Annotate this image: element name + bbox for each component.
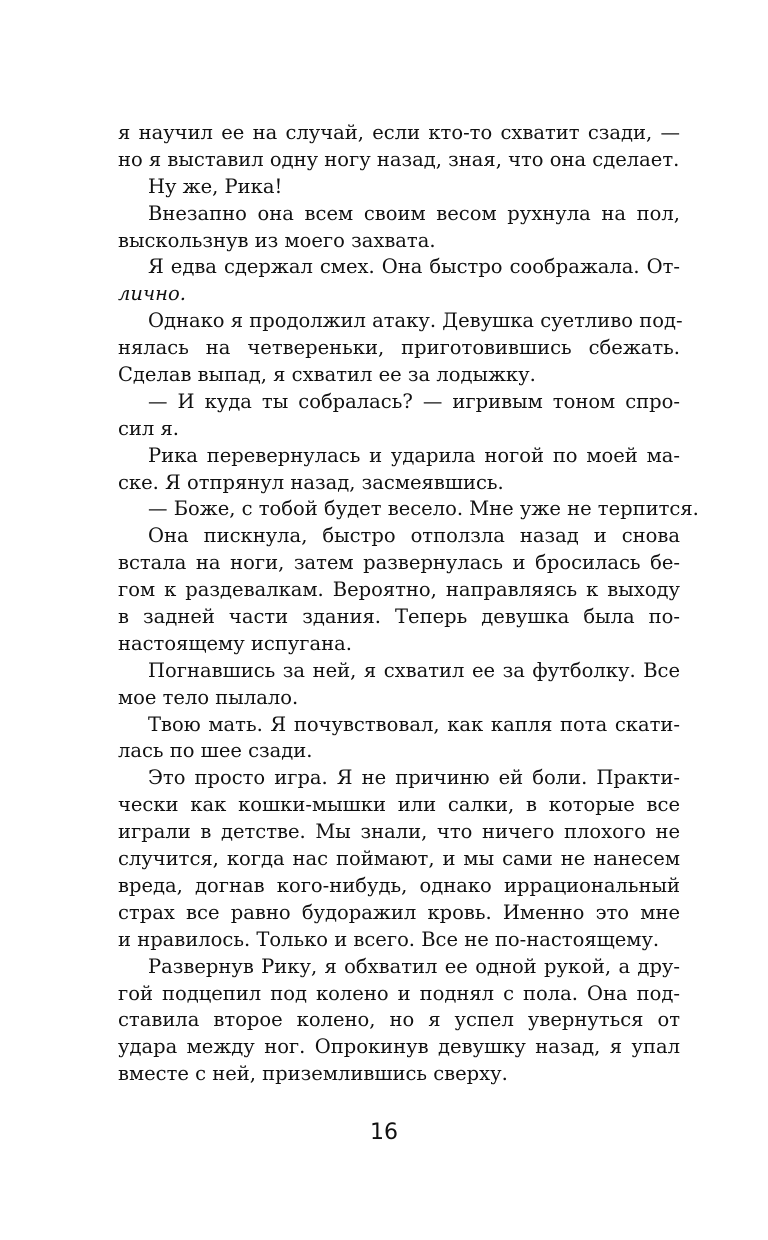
page-number: 16 [370,1120,398,1145]
book-page-text [118,120,699,1088]
text-line: я научил ее на случай, если кто-то схватит сзади, — [118,121,680,144]
text-line: Это просто игра. Я не причиню ей боли. Практи- [148,766,680,790]
text-line: — И куда ты собралась? — игривым тоном спро- [148,389,680,413]
text-line: Внезапно она всем своим весом рухнула на пол, [148,201,680,225]
text-line: нялась на четвереньки, приготовившись сбежать. [118,336,680,360]
text-line: Я едва сдержал смех. Она быстро соображала. От- [148,255,680,279]
text-line: Однако я продолжил атаку. Девушка суетливо под- [148,309,683,333]
text-line: ставила второе колено, но я успел увернуться от [118,1008,680,1032]
text-line: Развернув Рику, я обхватил ее одной рукой, а дру- [148,954,680,978]
text-line: в задней части здания. Теперь девушка была по- [118,605,680,629]
text-line: вреда, догнав кого-нибудь, однако иррациональный [118,873,680,897]
text-line: вместе с ней, приземлившись сверху. [118,1062,508,1086]
text-line: случится, когда нас поймают, и мы сами не нанесем [118,847,680,871]
text-line: но я выставил одну ногу назад, зная, что она сделает. [118,147,680,171]
text-line: — Боже, с тобой будет весело. Мне уже не терпится. [148,497,699,521]
text-line: Погнавшись за ней, я схватил ее за футболку. Все [148,658,680,682]
text-line: лась по шее сзади. [118,739,313,763]
text-line: Она пискнула, быстро отползла назад и снова [148,524,680,548]
text-line: ске. Я отпрянул назад, засмеявшись. [118,470,504,494]
text-line: играли в детстве. Мы знали, что ничего плохого не [118,820,680,844]
text-line: настоящему испугана. [118,631,352,655]
text-line: выскользнув из моего захвата. [118,228,436,252]
text-line: Ну же, Рика! [148,174,283,198]
text-line: встала на ноги, затем развернулась и бросилась бе- [118,551,680,575]
text-line: лично. [118,282,186,306]
text-line: гой подцепил под колено и поднял с пола. Она под- [118,981,680,1005]
text-line: чески как кошки-мышки или салки, в которые все [118,793,680,817]
text-line: Твою мать. Я почувствовал, как капля пота скати- [148,712,680,736]
text-line: страх все равно будоражил кровь. Именно это мне [118,900,680,924]
text-line: и нравилось. Только и всего. Все не по-настоящему. [118,927,660,951]
text-line: мое тело пылало. [118,685,299,709]
text-line: сил я. [118,416,180,440]
text-line: Сделав выпад, я схватил ее за лодыжку. [118,363,536,387]
text-line: Рика перевернулась и ударила ногой по моей ма- [148,443,680,467]
text-line: гом к раздевалкам. Вероятно, направляясь к выходу [118,578,680,602]
text-line: удара между ног. Опрокинув девушку назад, я упал [118,1035,680,1059]
